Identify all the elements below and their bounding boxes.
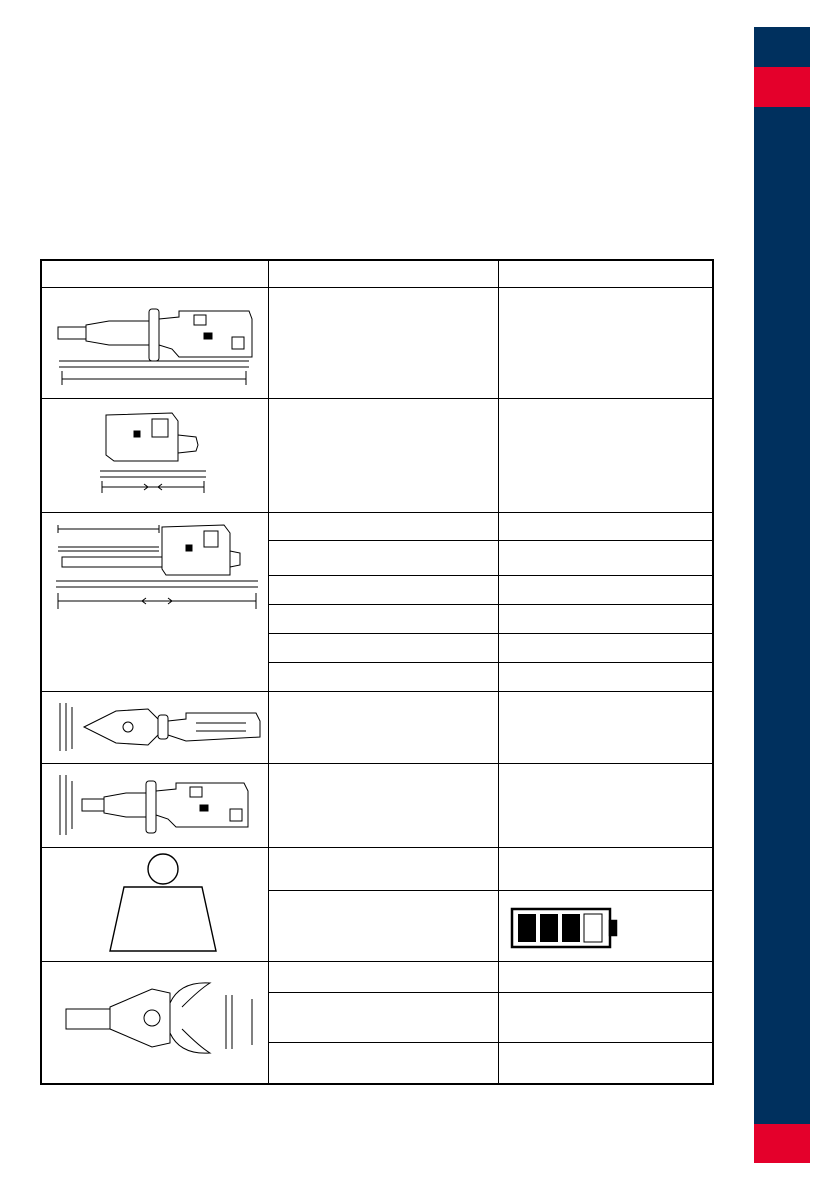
side-brand-bar xyxy=(754,27,810,1163)
row-divider xyxy=(40,398,714,399)
row-divider xyxy=(40,763,714,764)
subrow-divider xyxy=(268,575,714,576)
battery-cell-empty xyxy=(584,914,602,942)
battery-icon xyxy=(510,907,620,949)
battery-cell xyxy=(562,914,580,942)
side-bar-accent-bottom xyxy=(754,1124,810,1163)
tool-top-view-drawing xyxy=(56,699,262,755)
subrow-divider xyxy=(268,662,714,663)
tool-height-drawing xyxy=(56,771,262,841)
blade-opening-drawing xyxy=(62,973,272,1063)
subrow-divider xyxy=(268,1042,714,1043)
row-divider xyxy=(40,847,714,848)
subrow-divider xyxy=(268,604,714,605)
row-divider xyxy=(40,961,714,962)
side-bar-accent-top xyxy=(754,67,810,107)
battery-cell xyxy=(518,914,536,942)
row-divider xyxy=(40,691,714,692)
ram-extension-drawing xyxy=(54,521,260,613)
spreader-closed-width-drawing xyxy=(94,405,214,503)
subrow-divider xyxy=(268,540,714,541)
subrow-divider xyxy=(268,633,714,634)
specification-table xyxy=(40,259,714,1085)
weight-icon xyxy=(106,851,220,957)
subrow-divider xyxy=(268,992,714,993)
cutter-full-length-drawing xyxy=(54,299,254,389)
table-border-top xyxy=(40,259,714,261)
battery-cell xyxy=(540,914,558,942)
row-divider xyxy=(40,512,714,513)
subrow-divider xyxy=(268,890,714,891)
table-border-bottom xyxy=(40,1083,714,1085)
row-divider xyxy=(40,287,714,288)
